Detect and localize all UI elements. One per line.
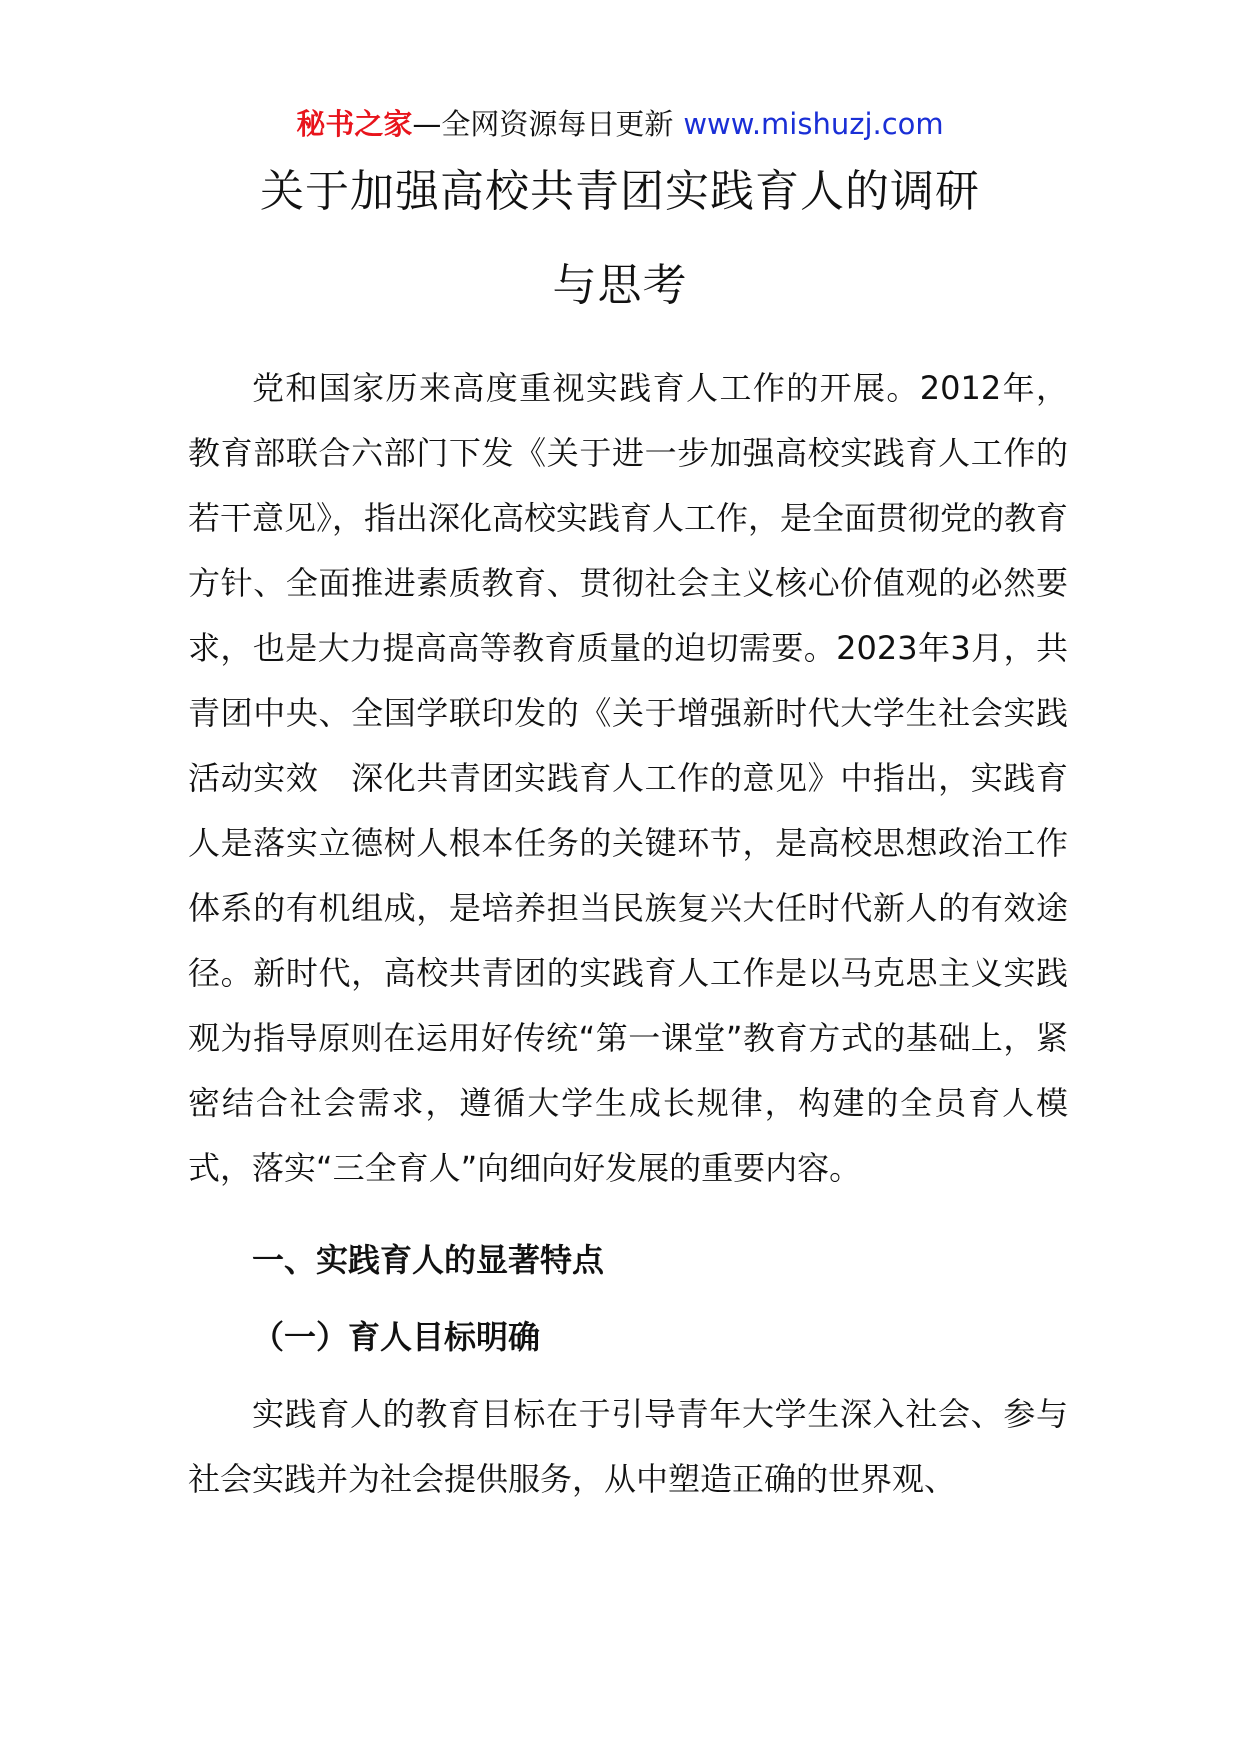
banner-slogan: —全网资源每日更新 <box>412 107 674 141</box>
intro-paragraph: 党和国家历来高度重视实践育人工作的开展。2012年，教育部联合六部门下发《关于进一步加强高校实践育人工作的若干意见》，指出深化高校实践育人工作，是全面贯彻党的教育方针、全面推进素质教育、贯彻社会主义核心价值观的必然要求，也是大力提高高等教育质量的迫切需要。2023年3月，共青团中央、全国学联印发的《关于增强新时代大学生社会实践活动实效 深化共青团实践育人工作的意见》中指出，实践育人是落实立德树人根本任务的关键环节，是高校思想政治工作体系的有机组成，是培养担当民族复兴大任时代新人的有效途径。新时代，高校共青团的实践育人工作是以马克思主义实践观为指导原则在运用好传统“第一课堂”教育方式的基础上，紧密结合社会需求，遵循大学生成长规律，构建的全员育人模式，落实“三全育人”向细向好发展的重要内容。 <box>188 369 1069 1187</box>
section-heading: 一、实践育人的显著特点 <box>252 1241 605 1279</box>
brand-name: 秘书之家 <box>296 107 413 141</box>
site-banner <box>0 104 1240 144</box>
document-title-line-1: 关于加强高校共青团实践育人的调研 <box>260 166 980 217</box>
document-title-line-2: 与思考 <box>552 260 688 311</box>
document-body <box>188 356 1068 1512</box>
section-paragraph: 实践育人的教育目标在于引导青年大学生深入社会、参与社会实践并为社会提供服务，从中塑造正确的世界观、 <box>188 1395 1068 1498</box>
subsection-heading: （一）育人目标明确 <box>252 1318 541 1356</box>
site-url-link[interactable]: www.mishuzj.com <box>683 107 944 141</box>
